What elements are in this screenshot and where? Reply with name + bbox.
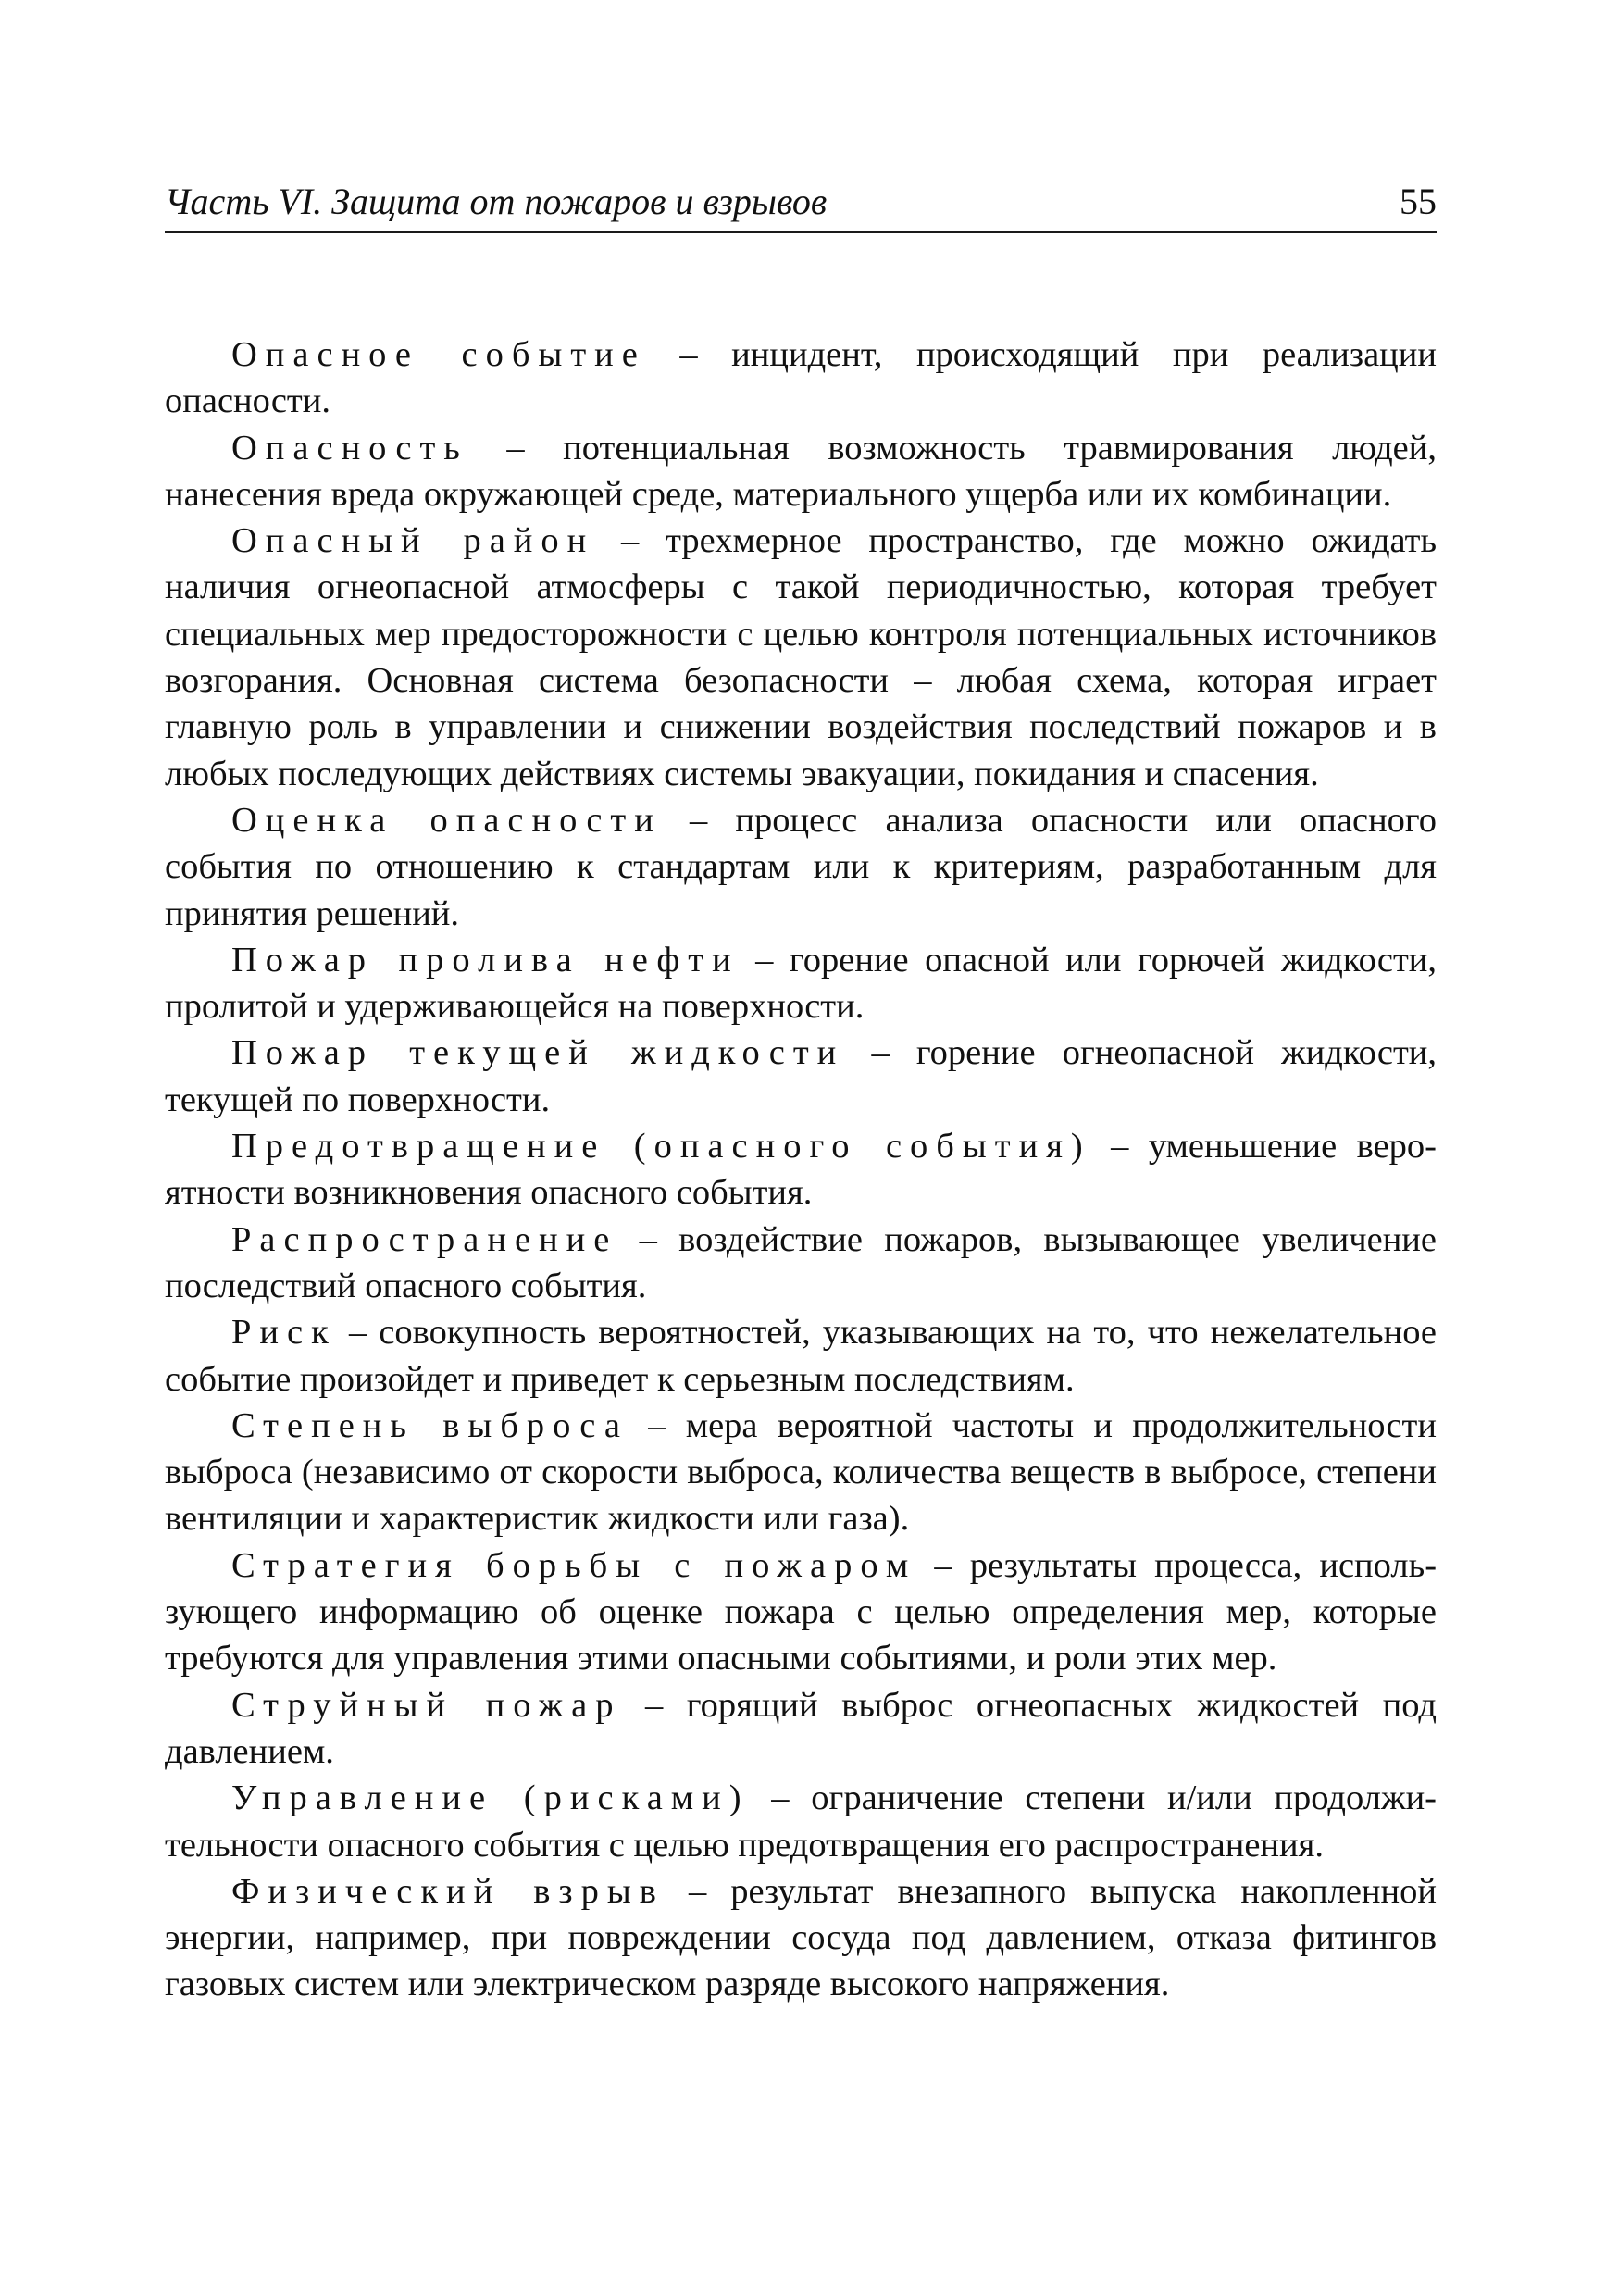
glossary-entry [165,425,1437,518]
glossary-definition: – совокупность вероятностей, указывающих на то, что нежелательное событие произойдет и приведет к серьезным последствиям. [165,1313,1437,1399]
glossary-term: Стратегия борьбы с пожаром [231,1545,917,1585]
glossary-definition: – воздействие пожаров, вызывающее увеличение последствий опасного события. [165,1219,1437,1305]
glossary-entry [165,937,1437,1030]
glossary-body [165,331,1437,2008]
running-header [165,176,1437,233]
glossary-definition: – потенциальная возможность травмирования людей, нанесения вреда окружающей среде, материального ущерба или их комбинации. [165,428,1437,514]
glossary-definition: – процесс анализа опасности или опасного события по отношению к стандартам или к критериям, разработанным для принятия решений. [165,800,1438,933]
glossary-entry [165,1682,1437,1776]
glossary-entry [165,1542,1437,1682]
glossary-term: Струйный пожар [231,1685,622,1725]
glossary-entry [165,1123,1437,1217]
glossary-definition: – горящий выброс огнеопасных жидкостей под давлением. [165,1685,1437,1771]
glossary-entry [165,331,1437,425]
page-number: 55 [1400,181,1437,222]
glossary-definition: – результат внезапного выпуска накопленной энергии, например, при повреждении сосуда под давлением, отказа фитингов газовых систем или электрическом разряде высокого напряжения. [165,1871,1437,2004]
glossary-term: Физический взрыв [231,1871,665,1911]
glossary-entry [165,1029,1437,1123]
glossary-definition: – трехмерное пространство, где можно ожидать наличия огнеопасной атмосферы с такой периодичностью, которая требует специальных мер предосторожности с целью контроля потенциальных источников возгорания. Основная система безопасности – любая схема, которая играет главную роль в управлении и снижении воздействия последствий пожаров и в любых последующих действиях системы эвакуации, покидания и спасения. [165,521,1438,793]
glossary-entry [165,1868,1437,2008]
glossary-term: Риск [231,1313,337,1353]
glossary-entry [165,1309,1437,1403]
glossary-term: Распространение [231,1219,618,1259]
glossary-definition: – горение огнеопасной жидкости, текущей по поверхности. [165,1033,1437,1119]
glossary-entry [165,797,1437,937]
glossary-term: Степень выброса [231,1405,629,1445]
glossary-entry [165,1403,1437,1542]
glossary-definition: – мера вероятной частоты и продолжительности выброса (независимо от скорости выброса, количества веществ в выбросе, степени вентиляции и характеристик жидкости или газа). [165,1405,1437,1539]
glossary-term: Предотвращение (опасного события) [231,1127,1091,1167]
glossary-definition: – ограничение степени и/или продолжительности опасного события с целью предотвращения его распространения. [165,1778,1437,1865]
header-title: Часть VI. Защита от пожаров и взрывов [165,181,828,222]
glossary-term: Опасность [231,428,468,468]
glossary-definition: – результаты процесса, использующего информацию об оценке пожара с целью определения мер, которые требуются для управления этими опасными событиями, и роли этих мер. [165,1545,1438,1678]
glossary-term: Пожар пролива нефти [231,940,740,980]
glossary-definition: – инцидент, происходящий при реализации опасности. [165,335,1437,421]
glossary-term: Оценка опасности [231,800,662,840]
glossary-entry [165,518,1437,797]
glossary-entry [165,1775,1437,1868]
glossary-term: Опасный район [231,521,595,561]
glossary-term: Управление (рисками) [231,1778,750,1818]
glossary-definition: – уменьшение вероятности возникновения опасного события. [165,1127,1437,1213]
glossary-entry [165,1217,1437,1310]
glossary-term: Опасное событие [231,335,646,374]
glossary-definition: – горение опасной или горючей жидкости, пролитой и удерживающейся на поверхности. [165,940,1437,1027]
glossary-term: Пожар текущей жидкости [231,1033,845,1073]
